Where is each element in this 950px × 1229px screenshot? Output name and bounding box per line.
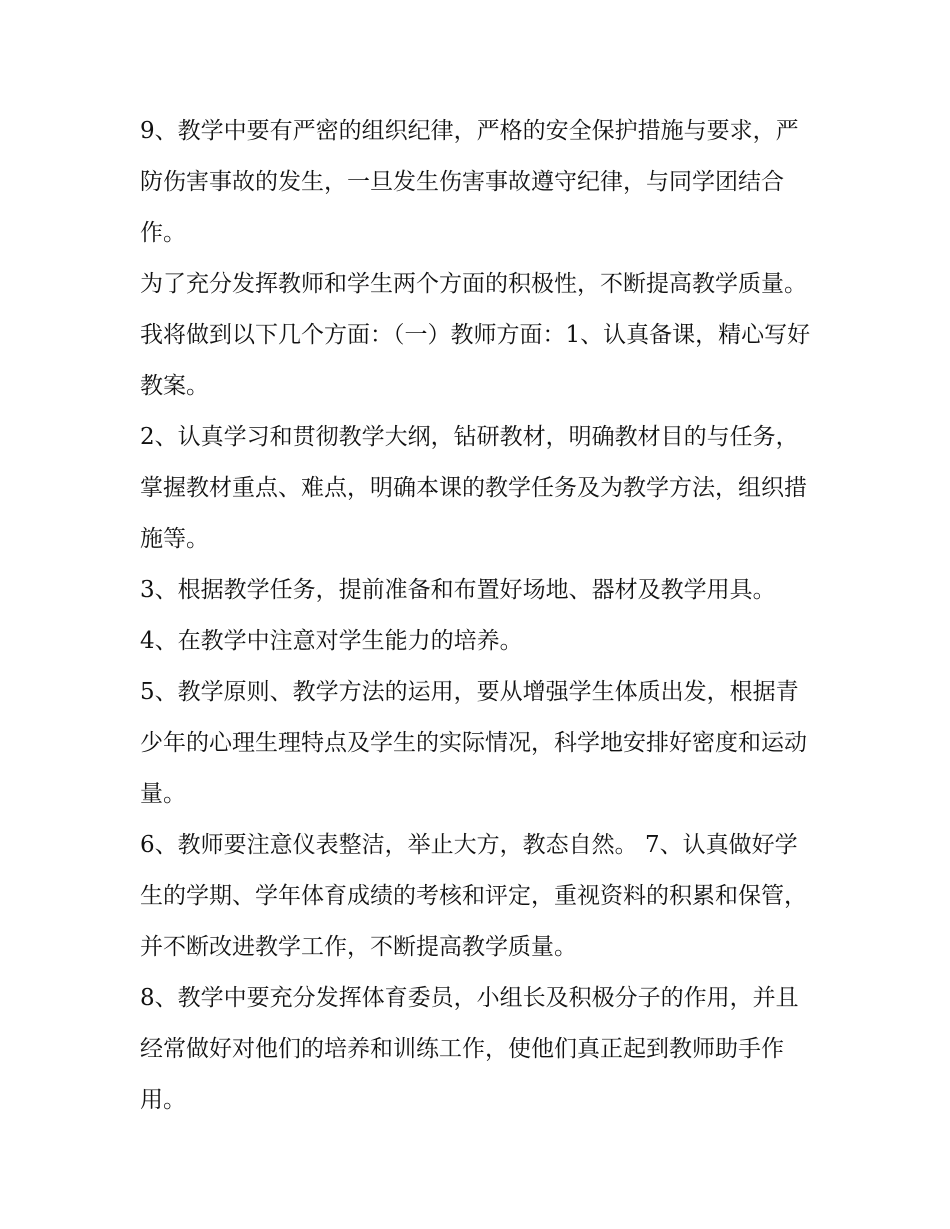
paragraph-item-3-4: 3、根据教学任务，提前准备和布置好场地、器材及教学用具。 4、在教学中注意对学生能力的培养。 bbox=[140, 577, 776, 654]
paragraph-item-2: 2、认真学习和贯彻教学大纲，钻研教材，明确教材目的与任务，掌握教材重点、难点，明确本课的教学任务及为教学方法，组织措施等。 bbox=[140, 424, 807, 552]
paragraph-item-6-7: 6、教师要注意仪表整洁，举止大方，教态自然。 7、认真做好学生的学期、学年体育成绩的考核和评定，重视资料的积累和保管，并不断改进教学工作，不断提高教学质量。 bbox=[140, 832, 807, 960]
document-body bbox=[140, 106, 820, 1126]
paragraph-item-8: 8、教学中要充分发挥体育委员，小组长及积极分子的作用，并且经常做好对他们的培养和训练工作，使他们真正起到教师助手作用。 bbox=[140, 985, 799, 1113]
paragraph-item-5: 5、教学原则、教学方法的运用，要从增强学生体质出发，根据青少年的心理生理特点及学生的实际情况，科学地安排好密度和运动量。 bbox=[140, 679, 807, 807]
paragraph-intro-teacher: 为了充分发挥教师和学生两个方面的积极性，不断提高教学质量。我将做到以下几个方面：（一）教师方面：1、认真备课，精心写好教案。 bbox=[140, 271, 811, 399]
paragraph-item-9: 9、教学中要有严密的组织纪律，严格的安全保护措施与要求，严防伤害事故的发生，一旦发生伤害事故遵守纪律，与同学团结合作。 bbox=[140, 118, 799, 246]
